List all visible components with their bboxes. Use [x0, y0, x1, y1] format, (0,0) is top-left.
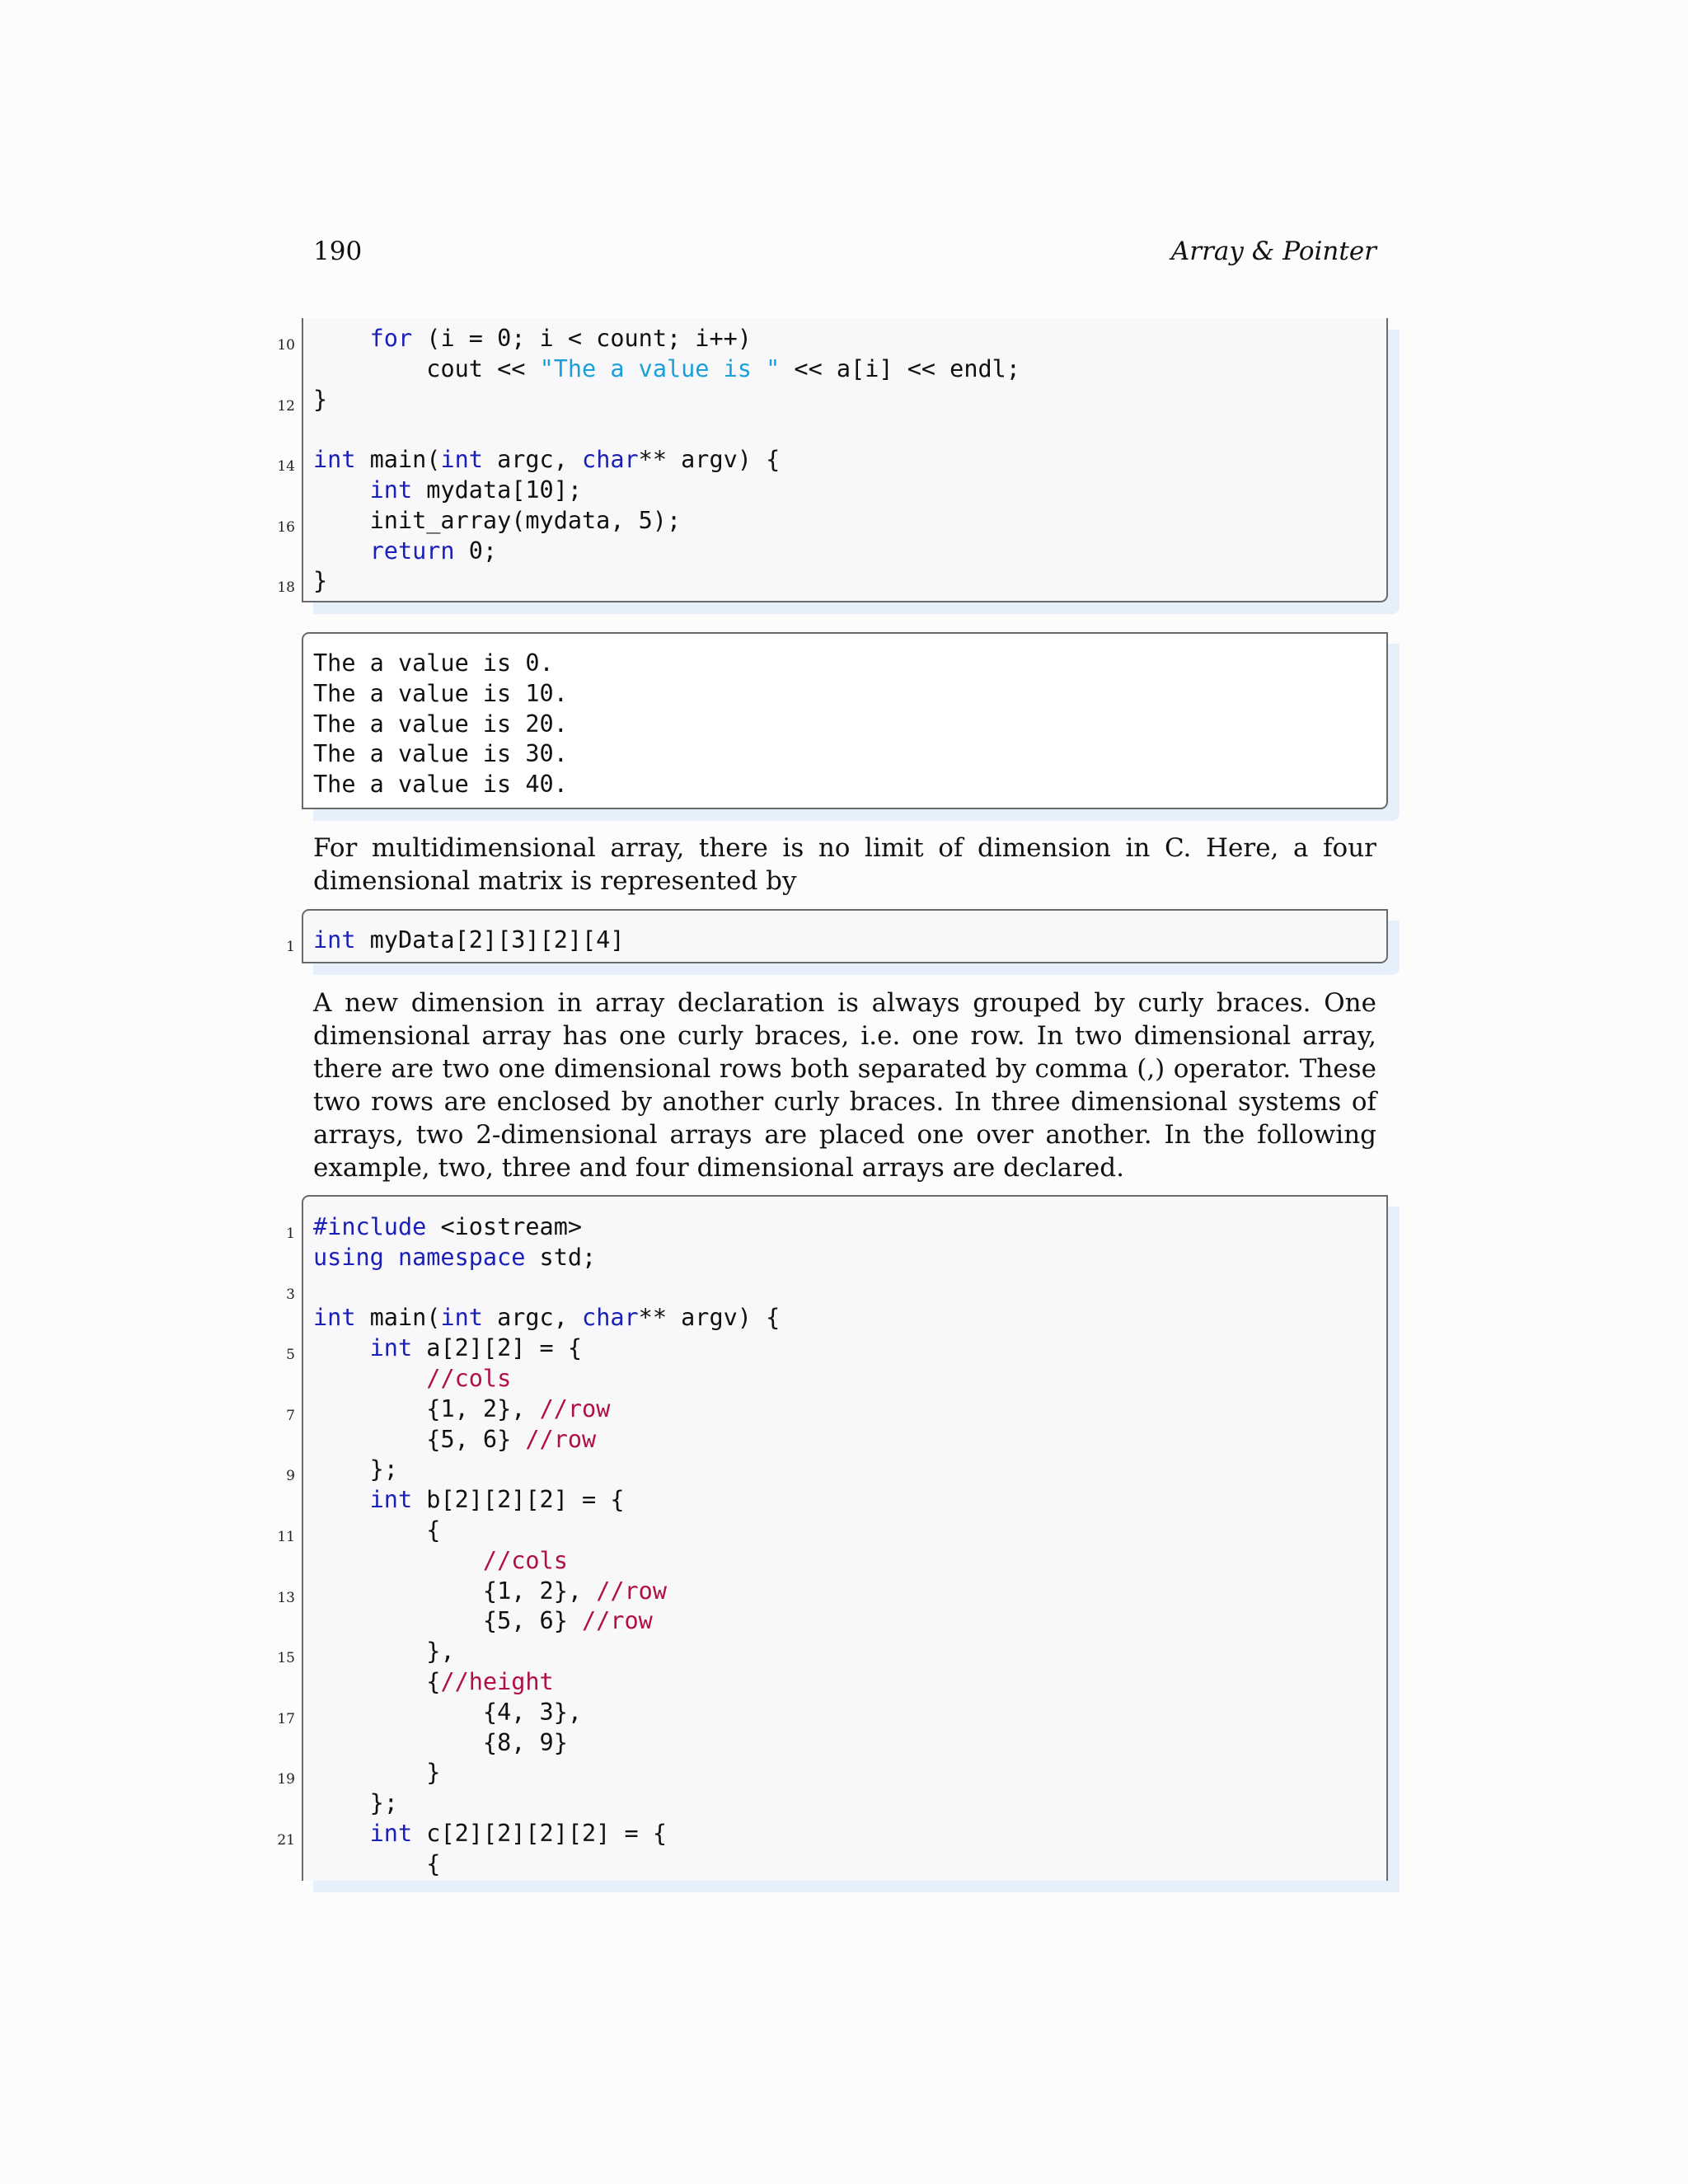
code-keyword: int	[313, 1304, 356, 1332]
line-number: 10	[277, 337, 295, 354]
output-line: The a value is 20.	[313, 710, 568, 738]
line-number: 16	[277, 518, 295, 536]
output-line: The a value is 10.	[313, 679, 568, 707]
code-text: (i = 0; i < count; i++)	[412, 325, 752, 352]
code-text: }	[426, 1759, 441, 1787]
line-number: 18	[277, 579, 295, 597]
output-line: The a value is 30.	[313, 740, 568, 768]
code-block-3	[302, 1195, 1388, 1881]
code-line	[313, 1727, 568, 1758]
code-text: mydata[10];	[412, 476, 583, 504]
code-keyword: return	[369, 537, 455, 565]
code-line	[313, 354, 1020, 384]
line-number: 1	[286, 1226, 295, 1242]
paragraph-multidimensional: For multidimensional array, there is no limit of dimension in C. Here, a four dimensional matrix is represented by	[313, 833, 1376, 896]
code-line	[313, 384, 327, 415]
code-text: {4, 3},	[482, 1698, 583, 1726]
code-line	[313, 1576, 667, 1606]
output-line: The a value is 40.	[313, 771, 568, 799]
code-text: a[2][2] = {	[412, 1334, 583, 1362]
code-text: {	[426, 1849, 441, 1877]
code-line	[313, 1666, 554, 1697]
code-line	[313, 1849, 440, 1879]
code-line	[313, 1424, 596, 1455]
code-line	[313, 1333, 582, 1363]
line-number: 9	[286, 1468, 295, 1485]
code-line	[313, 1363, 511, 1394]
code-text: {5, 6}	[426, 1425, 526, 1453]
line-number: 14	[277, 458, 295, 476]
code-text: };	[369, 1789, 398, 1817]
line-number: 11	[277, 1529, 295, 1545]
code-text: ** argv) {	[638, 446, 781, 474]
code-text: << a[i] << endl;	[780, 354, 1020, 382]
code-keyword: char	[582, 1304, 639, 1332]
code-keyword: int	[313, 446, 356, 474]
line-number: 7	[286, 1407, 295, 1424]
code-comment: //cols	[426, 1365, 512, 1392]
code-keyword: #include	[313, 1213, 427, 1240]
code-line	[313, 1605, 653, 1636]
code-keyword: for	[369, 325, 413, 352]
code-text: {5, 6}	[482, 1607, 583, 1635]
code-keyword: int	[369, 1820, 413, 1847]
line-number: 12	[277, 397, 295, 415]
code-text: }	[313, 385, 328, 413]
code-comment: //row	[539, 1394, 611, 1422]
code-text: argc,	[482, 446, 583, 474]
code-line	[313, 323, 752, 354]
code-comment: //row	[596, 1577, 667, 1605]
code-line	[313, 1302, 780, 1333]
code-line	[313, 505, 681, 536]
code-string: "The a value is "	[539, 354, 781, 382]
code-line	[313, 1788, 398, 1818]
running-title: Array & Pointer	[1170, 237, 1376, 266]
code-keyword: int	[369, 1334, 413, 1362]
line-number: 19	[277, 1771, 295, 1788]
line-number: 1	[286, 939, 295, 955]
code-line	[313, 444, 780, 475]
code-keyword: int	[440, 446, 483, 474]
code-text: b[2][2][2] = {	[412, 1486, 625, 1514]
code-line	[313, 1212, 582, 1242]
code-line	[313, 1242, 596, 1272]
code-text: myData[2][3][2][4]	[355, 926, 625, 954]
code-line	[313, 1484, 625, 1515]
code-comment: //row	[582, 1607, 653, 1635]
code-line	[313, 1636, 455, 1666]
code-text: cout <<	[426, 354, 540, 382]
code-keyword: using namespace	[313, 1243, 526, 1271]
code-line	[313, 1515, 440, 1545]
line-number: 15	[277, 1650, 295, 1667]
paragraph-dimension-explanation: A new dimension in array declaration is always grouped by curly braces. One dimensional array has one curly braces, i.e. one row. In two dimensional array, there are two one dimensional rows both separated by comma (,) operator. These two rows are enclosed by another curly braces. In three dimensional systems of arrays, two 2-dimensional arrays are placed one over another. In the following example, two, three and four dimensional arrays are declared.	[313, 988, 1376, 1183]
code-comment: //row	[525, 1425, 597, 1453]
code-keyword: int	[440, 1304, 483, 1332]
code-text: {	[426, 1516, 441, 1544]
code-line	[313, 1454, 398, 1484]
code-line	[313, 1545, 568, 1576]
code-line	[313, 925, 625, 955]
code-text: main(	[355, 1304, 441, 1332]
line-number: 5	[286, 1347, 295, 1364]
code-text: };	[369, 1455, 398, 1483]
code-keyword: int	[369, 1486, 413, 1514]
code-line	[313, 565, 327, 596]
code-keyword: int	[369, 476, 413, 504]
code-line	[313, 475, 582, 505]
code-keyword: char	[582, 446, 639, 474]
code-text: argc,	[482, 1304, 583, 1332]
code-line	[313, 1697, 582, 1727]
page-header	[313, 237, 1376, 273]
code-line	[313, 536, 497, 566]
code-comment: //height	[440, 1668, 554, 1695]
code-text: {1, 2},	[482, 1577, 597, 1605]
output-line: The a value is 0.	[313, 649, 554, 677]
line-number: 21	[277, 1832, 295, 1849]
code-text: main(	[355, 446, 441, 474]
code-text: {1, 2},	[426, 1394, 540, 1422]
code-keyword: int	[313, 926, 356, 954]
code-text: ** argv) {	[638, 1304, 781, 1332]
code-text: c[2][2][2][2] = {	[412, 1820, 667, 1847]
code-text: }	[313, 567, 328, 595]
code-comment: //cols	[482, 1546, 568, 1574]
code-text: std;	[525, 1243, 597, 1271]
code-line	[313, 1818, 667, 1849]
line-number: 13	[277, 1589, 295, 1606]
line-number: 17	[277, 1710, 295, 1727]
line-number: 3	[286, 1286, 295, 1303]
code-text: {	[426, 1668, 441, 1695]
code-text: 0;	[454, 537, 498, 565]
page-number: 190	[313, 237, 363, 266]
code-text: init_array(mydata, 5);	[369, 506, 682, 534]
code-text: {8, 9}	[482, 1728, 568, 1756]
code-line	[313, 1394, 610, 1424]
code-text: },	[426, 1638, 455, 1666]
code-text: <iostream>	[426, 1213, 583, 1240]
code-line	[313, 1757, 440, 1788]
